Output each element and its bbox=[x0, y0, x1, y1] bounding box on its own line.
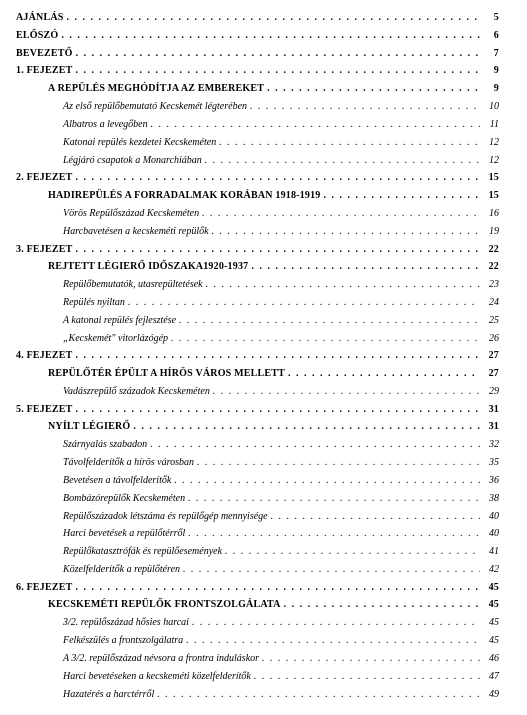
toc-subsection-entry bbox=[0, 333, 527, 344]
toc-dot-leader bbox=[186, 635, 480, 646]
toc-entry-title: HADIREPÜLÉS A FORRADALMAK KORÁBAN 1918-1919 bbox=[48, 190, 321, 201]
toc-dot-leader bbox=[213, 386, 480, 397]
toc-dot-leader bbox=[75, 582, 480, 593]
toc-chapter-entry bbox=[0, 48, 527, 59]
toc-page-number: 35 bbox=[489, 457, 499, 468]
toc-entry-title: A REPÜLÉS MEGHÓDÍTJA AZ EMBEREKET bbox=[48, 83, 265, 94]
toc-page-number: 31 bbox=[488, 421, 499, 432]
toc-chapter-entry bbox=[0, 404, 527, 415]
toc-subsection-entry bbox=[0, 671, 527, 682]
toc-section-heading bbox=[0, 83, 527, 94]
toc-page-number: 16 bbox=[489, 208, 499, 219]
toc-entry-title: A 3/2. repülőszázad névsora a frontra induláskor bbox=[63, 653, 260, 664]
toc-page-number: 32 bbox=[489, 439, 499, 450]
toc-dot-leader bbox=[75, 350, 480, 361]
toc-entry-title: Harcbavetésen a kecskeméti repülők bbox=[63, 226, 209, 237]
toc-entry-title: 2. FEJEZET bbox=[16, 172, 73, 183]
toc-page-number: 45 bbox=[489, 617, 499, 628]
toc-page-number: 24 bbox=[489, 297, 499, 308]
toc-dot-leader bbox=[171, 333, 480, 344]
toc-subsection-entry bbox=[0, 439, 527, 450]
toc-subsection-entry bbox=[0, 119, 527, 130]
toc-dot-leader bbox=[151, 119, 480, 130]
toc-subsection-entry bbox=[0, 386, 527, 397]
toc-entry-title: NYÍLT LÉGIERŐ bbox=[48, 421, 131, 432]
toc-entry-title: REPÜLŐTÉR ÉPÜLT A HÍRÖS VÁROS MELLETT bbox=[48, 368, 286, 379]
toc-subsection-entry bbox=[0, 564, 527, 575]
toc-dot-leader bbox=[197, 457, 480, 468]
toc-entry-title: 3/2. repülőszázad hősies harcai bbox=[63, 617, 189, 628]
toc-entry-title: Az első repülőbemutató Kecskemét légterében bbox=[63, 101, 248, 112]
toc-dot-leader bbox=[179, 315, 480, 326]
toc-entry-title: Vörös Repülőszázad Kecskeméten bbox=[63, 208, 200, 219]
toc-page-number: 26 bbox=[489, 333, 499, 344]
toc-page-number: 7 bbox=[493, 48, 499, 59]
toc-dot-leader bbox=[67, 12, 480, 23]
toc-page-number: 5 bbox=[493, 12, 499, 23]
toc-page-number: 15 bbox=[488, 190, 499, 201]
toc-entry-title: 6. FEJEZET bbox=[16, 582, 73, 593]
toc-subsection-entry bbox=[0, 475, 527, 486]
toc-page-number: 45 bbox=[488, 582, 499, 593]
toc-chapter-entry bbox=[0, 582, 527, 593]
toc-entry-title: Katonai repülés kezdetei Kecskeméten bbox=[63, 137, 217, 148]
toc-entry-title: Repülőszázadok létszáma és repülőgép mennyisége bbox=[63, 511, 268, 522]
toc-dot-leader bbox=[150, 439, 480, 450]
toc-entry-title: Szárnyalás szabadon bbox=[63, 439, 148, 450]
toc-dot-leader bbox=[212, 226, 480, 237]
toc-page-number: 9 bbox=[493, 83, 499, 94]
toc-dot-leader bbox=[324, 190, 480, 201]
toc-page-number: 31 bbox=[488, 404, 499, 415]
toc-page-number: 45 bbox=[488, 599, 499, 610]
toc-page-number: 12 bbox=[489, 155, 499, 166]
toc-subsection-entry bbox=[0, 528, 527, 539]
toc-dot-leader bbox=[75, 172, 480, 183]
toc-page-number: 22 bbox=[488, 261, 499, 272]
toc-subsection-entry bbox=[0, 155, 527, 166]
toc-dot-leader bbox=[157, 689, 480, 700]
toc-section-heading bbox=[0, 599, 527, 610]
toc-entry-title: AJÁNLÁS bbox=[16, 12, 64, 23]
toc-page-number: 29 bbox=[489, 386, 499, 397]
toc-page-number: 38 bbox=[489, 493, 499, 504]
toc-dot-leader bbox=[254, 671, 480, 682]
toc-page-number: 11 bbox=[489, 119, 499, 130]
toc-entry-title: 4. FEJEZET bbox=[16, 350, 73, 361]
toc-entry-title: Felkészülés a frontszolgálatra bbox=[63, 635, 184, 646]
toc-entry-title: Harci bevetéseken a kecskeméti közelfelderítők bbox=[63, 671, 251, 682]
toc-dot-leader bbox=[206, 279, 480, 290]
toc-entry-title: Repülés nyiltan bbox=[63, 297, 125, 308]
toc-subsection-entry bbox=[0, 208, 527, 219]
toc-subsection-entry bbox=[0, 653, 527, 664]
toc-entry-title: BEVEZETŐ bbox=[16, 48, 73, 59]
toc-entry-title: Harci bevetések a repülőtérről bbox=[63, 528, 186, 539]
toc-page-number: 9 bbox=[493, 65, 499, 76]
toc-dot-leader bbox=[219, 137, 480, 148]
toc-dot-leader bbox=[251, 261, 480, 272]
toc-page-number: 19 bbox=[489, 226, 499, 237]
toc-subsection-entry bbox=[0, 226, 527, 237]
toc-page-number: 23 bbox=[489, 279, 499, 290]
toc-dot-leader bbox=[250, 101, 480, 112]
toc-subsection-entry bbox=[0, 101, 527, 112]
toc-dot-leader bbox=[267, 83, 480, 94]
toc-section-heading bbox=[0, 368, 527, 379]
toc-dot-leader bbox=[188, 528, 480, 539]
toc-entry-title: Hazatérés a harctérről bbox=[63, 689, 155, 700]
toc-dot-leader bbox=[75, 65, 480, 76]
toc-dot-leader bbox=[128, 297, 480, 308]
toc-entry-title: Bombázórepülők Kecskeméten bbox=[63, 493, 186, 504]
toc-entry-title: Repülőkatasztrófák és repülőesemények bbox=[63, 546, 223, 557]
toc-chapter-entry bbox=[0, 172, 527, 183]
toc-chapter-entry bbox=[0, 12, 527, 23]
toc-section-heading bbox=[0, 421, 527, 432]
toc-page-number: 45 bbox=[489, 635, 499, 646]
toc-subsection-entry bbox=[0, 635, 527, 646]
toc-subsection-entry bbox=[0, 279, 527, 290]
toc-dot-leader bbox=[174, 475, 480, 486]
toc-chapter-entry bbox=[0, 350, 527, 361]
toc-subsection-entry bbox=[0, 297, 527, 308]
toc-page-number: 47 bbox=[489, 671, 499, 682]
toc-entry-title: „Kecskemét" vitorlázógép bbox=[63, 333, 169, 344]
toc-dot-leader bbox=[284, 599, 480, 610]
toc-subsection-entry bbox=[0, 457, 527, 468]
toc-dot-leader bbox=[225, 546, 480, 557]
toc-subsection-entry bbox=[0, 617, 527, 628]
toc-dot-leader bbox=[76, 48, 480, 59]
toc-page-number: 12 bbox=[489, 137, 499, 148]
toc-entry-title: Repülőbemutatók, utasrepültetések bbox=[63, 279, 203, 290]
toc-section-heading bbox=[0, 190, 527, 201]
toc-page-number: 40 bbox=[489, 528, 499, 539]
toc-dot-leader bbox=[183, 564, 480, 575]
toc-subsection-entry bbox=[0, 315, 527, 326]
toc-page-number: 40 bbox=[489, 511, 499, 522]
toc-dot-leader bbox=[61, 30, 480, 41]
toc-subsection-entry bbox=[0, 493, 527, 504]
toc-dot-leader bbox=[205, 155, 480, 166]
toc-page-number: 25 bbox=[489, 315, 499, 326]
toc-entry-title: KECSKEMÉTI REPÜLŐK FRONTSZOLGÁLATA bbox=[48, 599, 281, 610]
toc-page-number: 22 bbox=[488, 244, 499, 255]
toc-chapter-entry bbox=[0, 244, 527, 255]
toc-chapter-entry bbox=[0, 65, 527, 76]
toc-page-number: 15 bbox=[488, 172, 499, 183]
toc-entry-title: Albatros a levegőben bbox=[63, 119, 148, 130]
toc-page-number: 27 bbox=[488, 350, 499, 361]
toc-dot-leader bbox=[202, 208, 480, 219]
toc-section-heading bbox=[0, 261, 527, 272]
toc-dot-leader bbox=[288, 368, 480, 379]
toc-dot-leader bbox=[133, 421, 480, 432]
toc-subsection-entry bbox=[0, 689, 527, 700]
toc-entry-title: Közelfelderítők a repülőtéren bbox=[63, 564, 181, 575]
toc-page-number: 27 bbox=[488, 368, 499, 379]
toc-page-number: 41 bbox=[489, 546, 499, 557]
toc-entry-title: 3. FEJEZET bbox=[16, 244, 73, 255]
toc-entry-title: Légjáró csapatok a Monarchiában bbox=[63, 155, 202, 166]
toc-dot-leader bbox=[262, 653, 480, 664]
toc-page-number: 10 bbox=[489, 101, 499, 112]
toc-dot-leader bbox=[75, 244, 480, 255]
toc-entry-title: REJTETT LÉGIERŐ IDŐSZAKA1920-1937 bbox=[48, 261, 249, 272]
toc-entry-title: ELŐSZÓ bbox=[16, 30, 59, 41]
toc-page-number: 42 bbox=[489, 564, 499, 575]
toc-page-number: 36 bbox=[489, 475, 499, 486]
toc-entry-title: Vadászrepülő századok Kecskeméten bbox=[63, 386, 210, 397]
toc-subsection-entry bbox=[0, 546, 527, 557]
toc-subsection-entry bbox=[0, 137, 527, 148]
toc-dot-leader bbox=[75, 404, 480, 415]
toc-entry-title: 5. FEJEZET bbox=[16, 404, 73, 415]
toc-page-number: 6 bbox=[493, 30, 499, 41]
toc-chapter-entry bbox=[0, 30, 527, 41]
toc-entry-title: Bevetésen a távolfelderítők bbox=[63, 475, 172, 486]
toc-dot-leader bbox=[188, 493, 480, 504]
toc-entry-title: A katonai repülés fejlesztése bbox=[63, 315, 177, 326]
toc-entry-title: Távolfelderítők a hírös városban bbox=[63, 457, 195, 468]
toc-page-number: 46 bbox=[489, 653, 499, 664]
toc-entry-title: 1. FEJEZET bbox=[16, 65, 73, 76]
toc-dot-leader bbox=[271, 511, 480, 522]
toc-page-number: 49 bbox=[489, 689, 499, 700]
toc-subsection-entry bbox=[0, 511, 527, 522]
toc-dot-leader bbox=[192, 617, 480, 628]
